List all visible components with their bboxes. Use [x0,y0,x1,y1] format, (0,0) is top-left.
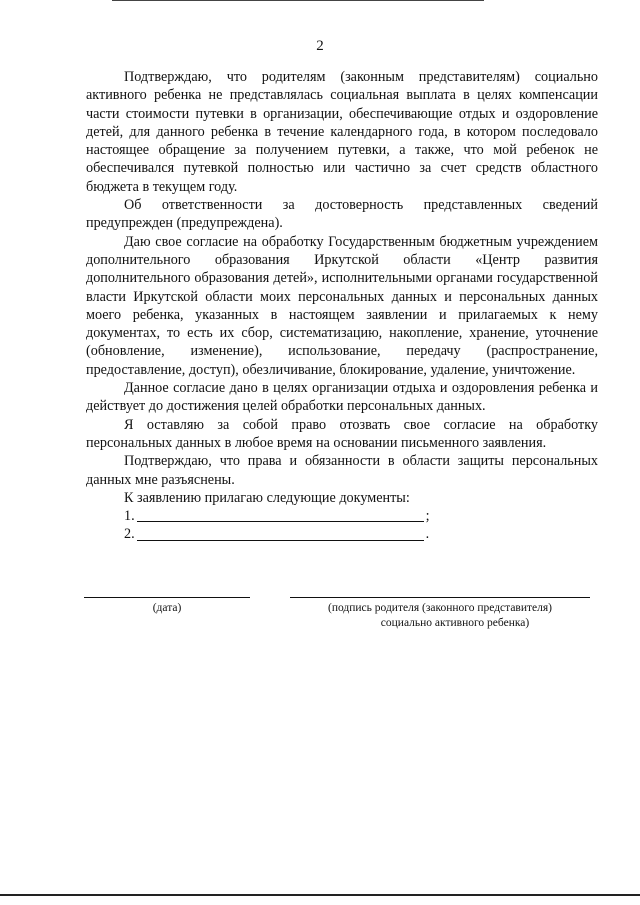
parent-signature-line [290,597,590,598]
document-body [86,68,598,544]
signature-caption [290,601,590,631]
paragraph-consent-revocation: Я оставляю за собой право отозвать свое согласие на обработку персональных данных в любое время на основании письменного заявления. [86,416,598,451]
date-caption: (дата) [152,602,182,614]
signature-caption-line-2: социально активного ребенка) [380,617,530,629]
attachment-item [86,507,598,525]
attachments-intro: К заявлению прилагаю следующие документы: [124,489,410,506]
attachment-item [86,525,598,543]
attachment-number: 2. [124,526,135,543]
date-signature-line [84,597,250,598]
attachment-number: 1. [124,508,135,525]
paragraph-rights-explained: Подтверждаю, что права и обязанности в области защиты персональных данных мне разъяснены. [86,453,598,488]
paragraph-no-payment-confirmation: Подтверждаю, что родителям (законным представителям) социально активного ребенка не представлялась социальная выплата в целях компенсации части стоимости путевки в организации, обеспечивающие отдых и оздоровление детей, для данного ребенка в течение календарного года, в котором последовало настоящее обращение за получением путевки, а также, что мой ребенок не обеспечивался путевкой полностью или частично за счет средств областного бюджета в текущем году. [86,69,598,195]
bottom-page-rule [0,894,640,896]
paragraph-consent-purpose: Данное согласие дано в целях организации отдыха и оздоровления ребенка и действует до достижения целей обработки персональных данных. [86,380,598,415]
paragraph-data-processing-consent: Даю свое согласие на обработку Государственным бюджетным учреждением дополнительного образования Иркутской области «Центр развития дополнительного образования детей», исполнительными органами государственной власти Иркутской области моих персональных данных и персональных данных моего ребенка, указанных в настоящем заявлении и прилагаемых к нему документах, то есть их сбор, систематизацию, накопление, хранение, уточнение (обновление, изменение), использование, передачу (распространение, предоставление, доступ), обезличивание, блокирование, удаление, уничтожение. [86,233,598,378]
attachment-end-mark: . [425,526,430,543]
page-number: 2 [316,38,324,54]
top-page-rule [112,0,484,1]
paragraph-responsibility-warning: Об ответственности за достоверность представленных сведений предупрежден (предупреждена). [86,197,598,232]
attachment-end-mark: ; [425,508,430,525]
attachment-blank-line [137,526,424,541]
attachment-blank-line [137,507,424,522]
signature-caption-line-1: (подпись родителя (законного представителя) [328,602,552,614]
